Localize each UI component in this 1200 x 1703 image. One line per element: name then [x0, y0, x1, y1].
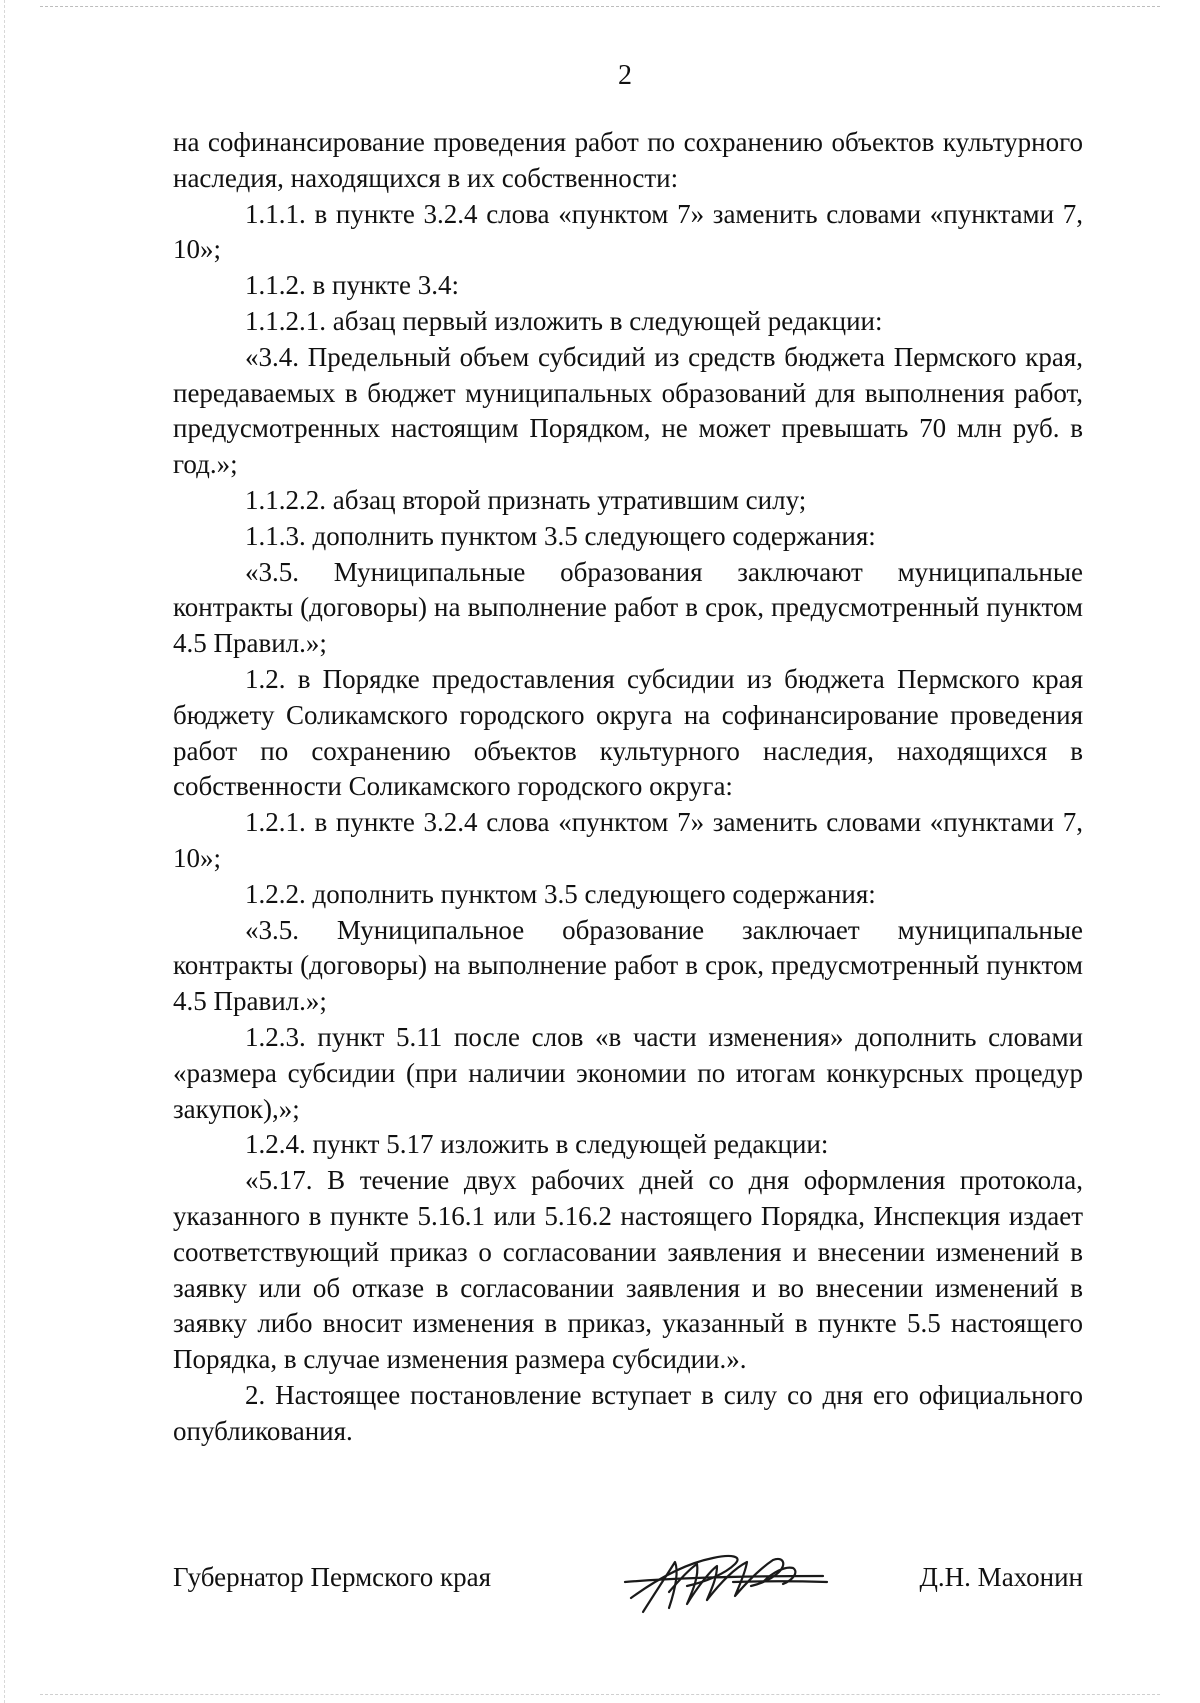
- scan-bottom-edge: [40, 1694, 1160, 1695]
- paragraph-quote-5-17: «5.17. В течение двух рабочих дней со дня оформления протокола, указанного в пункте 5.16.1 или 5.16.2 настоящего Порядка, Инспекция издает соответствующий приказ о согласовании заявления и внесении изменений в заявку или об отказе в согласовании заявления и во внесении изменений в заявку либо вносит изменения в приказ, указанный в пункте 5.5 настоящего Порядка, в случае изменения размера субсидии.».: [173, 1165, 1083, 1375]
- paragraph-quote-3-5-a: «3.5. Муниципальные образования заключают муниципальные контракты (договоры) на выполнение работ в срок, предусмотренный пунктом 4.5 Правил.»;: [173, 556, 1083, 659]
- paragraph-1-1-2-1: 1.1.2.1. абзац первый изложить в следующей редакции:: [245, 305, 883, 336]
- paragraph-1-2-4: 1.2.4. пункт 5.17 изложить в следующей редакции:: [245, 1129, 829, 1160]
- signer-position: Губернатор Пермского края: [173, 1562, 492, 1592]
- page-number: 2: [618, 60, 632, 91]
- paragraph-1-1-2-2: 1.1.2.2. абзац второй признать утратившим силу;: [245, 484, 807, 515]
- paragraph-quote-3-5-b: «3.5. Муниципальное образование заключает муниципальные контракты (договоры) на выполнение работ в срок, предусмотренный пунктом 4.5 Правил.»;: [173, 914, 1083, 1017]
- paragraph-quote-3-4: «3.4. Предельный объем субсидий из средств бюджета Пермского края, передаваемых в бюджет муниципальных образований для выполнения работ, предусмотренных настоящим Порядком, не может превышать 70 млн руб. в год.»;: [173, 341, 1083, 480]
- paragraph-1-2: 1.2. в Порядке предоставления субсидии из бюджета Пермского края бюджету Соликамского городского округа на софинансирование проведения работ по сохранению объектов культурного наследия, находящихся в собственности Соликамского городского округа:: [173, 663, 1083, 802]
- signer-name: Д.Н. Махонин: [919, 1562, 1083, 1592]
- paragraph-1-1-2: 1.1.2. в пункте 3.4:: [245, 270, 459, 301]
- paragraph-continuation: на софинансирование проведения работ по сохранению объектов культурного наследия, находящихся в их собственности:: [173, 127, 1083, 193]
- paragraph-1-2-1: 1.2.1. в пункте 3.2.4 слова «пунктом 7» заменить словами «пунктами 7, 10»;: [173, 807, 1083, 873]
- scan-top-edge: [40, 6, 1160, 7]
- paragraph-1-1-3: 1.1.3. дополнить пунктом 3.5 следующего содержания:: [245, 520, 876, 551]
- paragraph-1-2-2: 1.2.2. дополнить пунктом 3.5 следующего содержания:: [245, 878, 876, 909]
- paragraph-1-2-3: 1.2.3. пункт 5.11 после слов «в части изменения» дополнить словами «размера субсидии (при наличии экономии по итогам конкурсных процедур закупок),»;: [173, 1021, 1083, 1124]
- handwritten-signature: [613, 1542, 833, 1622]
- paragraph-2: 2. Настоящее постановление вступает в силу со дня его официального опубликования.: [173, 1379, 1083, 1446]
- scan-left-edge: [4, 0, 5, 1703]
- signature-block: [173, 1560, 1083, 1620]
- document-body: [173, 125, 1083, 1449]
- paragraph-1-1-1: 1.1.1. в пункте 3.2.4 слова «пунктом 7» заменить словами «пунктами 7, 10»;: [173, 198, 1083, 265]
